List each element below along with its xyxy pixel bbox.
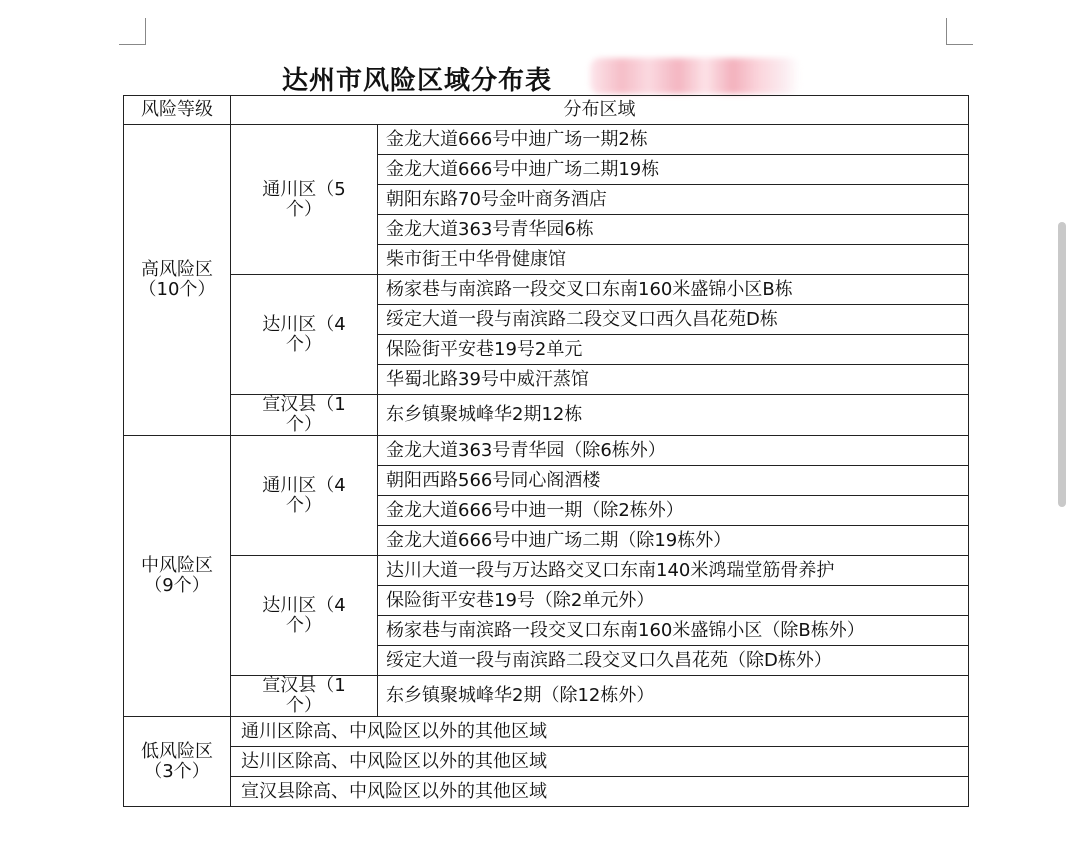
district-label: 达川区（4 bbox=[262, 313, 346, 335]
area-cell: 金龙大道666号中迪一期（除2栋外） bbox=[378, 496, 969, 526]
area-cell: 东乡镇聚城峰华2期12栋 bbox=[378, 395, 969, 436]
district-count: 个） bbox=[285, 695, 322, 716]
area-cell: 绥定大道一段与南滨路二段交叉口西久昌花苑D栋 bbox=[378, 305, 969, 335]
district-label: 达川区（4 bbox=[262, 594, 346, 616]
area-cell: 达川区除高、中风险区以外的其他区域 bbox=[231, 747, 969, 777]
document-title: 达州市风险区域分布表 bbox=[282, 66, 553, 96]
area-cell: 华蜀北路39号中威汗蒸馆 bbox=[378, 365, 969, 395]
high-risk-count: （10个） bbox=[138, 279, 216, 300]
district-label: 通川区（4 bbox=[262, 474, 346, 496]
district-cell bbox=[231, 676, 378, 717]
table-row bbox=[124, 275, 969, 305]
district-count: 个） bbox=[285, 494, 322, 516]
header-distribution-area: 分布区域 bbox=[231, 96, 969, 125]
area-cell: 绥定大道一段与南滨路二段交叉口久昌花苑（除D栋外） bbox=[378, 646, 969, 676]
area-cell: 金龙大道666号中迪广场二期19栋 bbox=[378, 155, 969, 185]
table-header-row bbox=[124, 96, 969, 125]
area-cell: 朝阳东路70号金叶商务酒店 bbox=[378, 185, 969, 215]
low-risk-label: 低风险区 bbox=[141, 740, 213, 762]
table-row bbox=[124, 717, 969, 747]
area-cell: 保险街平安巷19号（除2单元外） bbox=[378, 586, 969, 616]
header-risk-level: 风险等级 bbox=[124, 96, 231, 125]
district-count: 个） bbox=[285, 614, 322, 636]
table-row bbox=[124, 777, 969, 807]
page-corner-mark-top-right bbox=[946, 18, 973, 45]
area-cell: 朝阳西路566号同心阁酒楼 bbox=[378, 466, 969, 496]
area-cell: 通川区除高、中风险区以外的其他区域 bbox=[231, 717, 969, 747]
mid-risk-label: 中风险区 bbox=[141, 555, 213, 576]
table-row bbox=[124, 556, 969, 586]
district-count: 个） bbox=[285, 333, 322, 355]
district-count: 个） bbox=[285, 198, 322, 220]
district-label: 通川区（5 bbox=[262, 178, 346, 200]
area-cell: 宣汉县除高、中风险区以外的其他区域 bbox=[231, 777, 969, 807]
low-risk-level-cell bbox=[124, 717, 231, 807]
mid-risk-level-cell bbox=[124, 436, 231, 717]
low-risk-count: （3个） bbox=[144, 760, 210, 782]
area-cell: 达川大道一段与万达路交叉口东南140米鸿瑞堂筋骨养护 bbox=[378, 556, 969, 586]
redacted-blur-overlay bbox=[590, 58, 800, 94]
mid-risk-count: （9个） bbox=[144, 575, 210, 596]
area-cell: 保险街平安巷19号2单元 bbox=[378, 335, 969, 365]
high-risk-label: 高风险区 bbox=[141, 259, 213, 280]
district-label: 宣汉县（1 bbox=[262, 394, 346, 415]
table-row bbox=[124, 125, 969, 155]
area-cell: 杨家巷与南滨路一段交叉口东南160米盛锦小区B栋 bbox=[378, 275, 969, 305]
district-cell bbox=[231, 556, 378, 676]
area-cell: 金龙大道666号中迪广场二期（除19栋外） bbox=[378, 526, 969, 556]
district-cell bbox=[231, 436, 378, 556]
high-risk-level-cell bbox=[124, 125, 231, 436]
area-cell: 杨家巷与南滨路一段交叉口东南160米盛锦小区（除B栋外） bbox=[378, 616, 969, 646]
risk-area-table bbox=[123, 95, 969, 807]
district-cell bbox=[231, 275, 378, 395]
district-count: 个） bbox=[285, 414, 322, 435]
page-corner-mark-top-left bbox=[119, 18, 146, 45]
vertical-scrollbar[interactable] bbox=[1058, 222, 1066, 507]
district-cell bbox=[231, 125, 378, 275]
district-cell bbox=[231, 395, 378, 436]
area-cell: 东乡镇聚城峰华2期（除12栋外） bbox=[378, 676, 969, 717]
area-cell: 柴市街王中华骨健康馆 bbox=[378, 245, 969, 275]
table-row bbox=[124, 436, 969, 466]
area-cell: 金龙大道363号青华园（除6栋外） bbox=[378, 436, 969, 466]
district-label: 宣汉县（1 bbox=[262, 675, 346, 696]
area-cell: 金龙大道363号青华园6栋 bbox=[378, 215, 969, 245]
table-row bbox=[124, 747, 969, 777]
area-cell: 金龙大道666号中迪广场一期2栋 bbox=[378, 125, 969, 155]
